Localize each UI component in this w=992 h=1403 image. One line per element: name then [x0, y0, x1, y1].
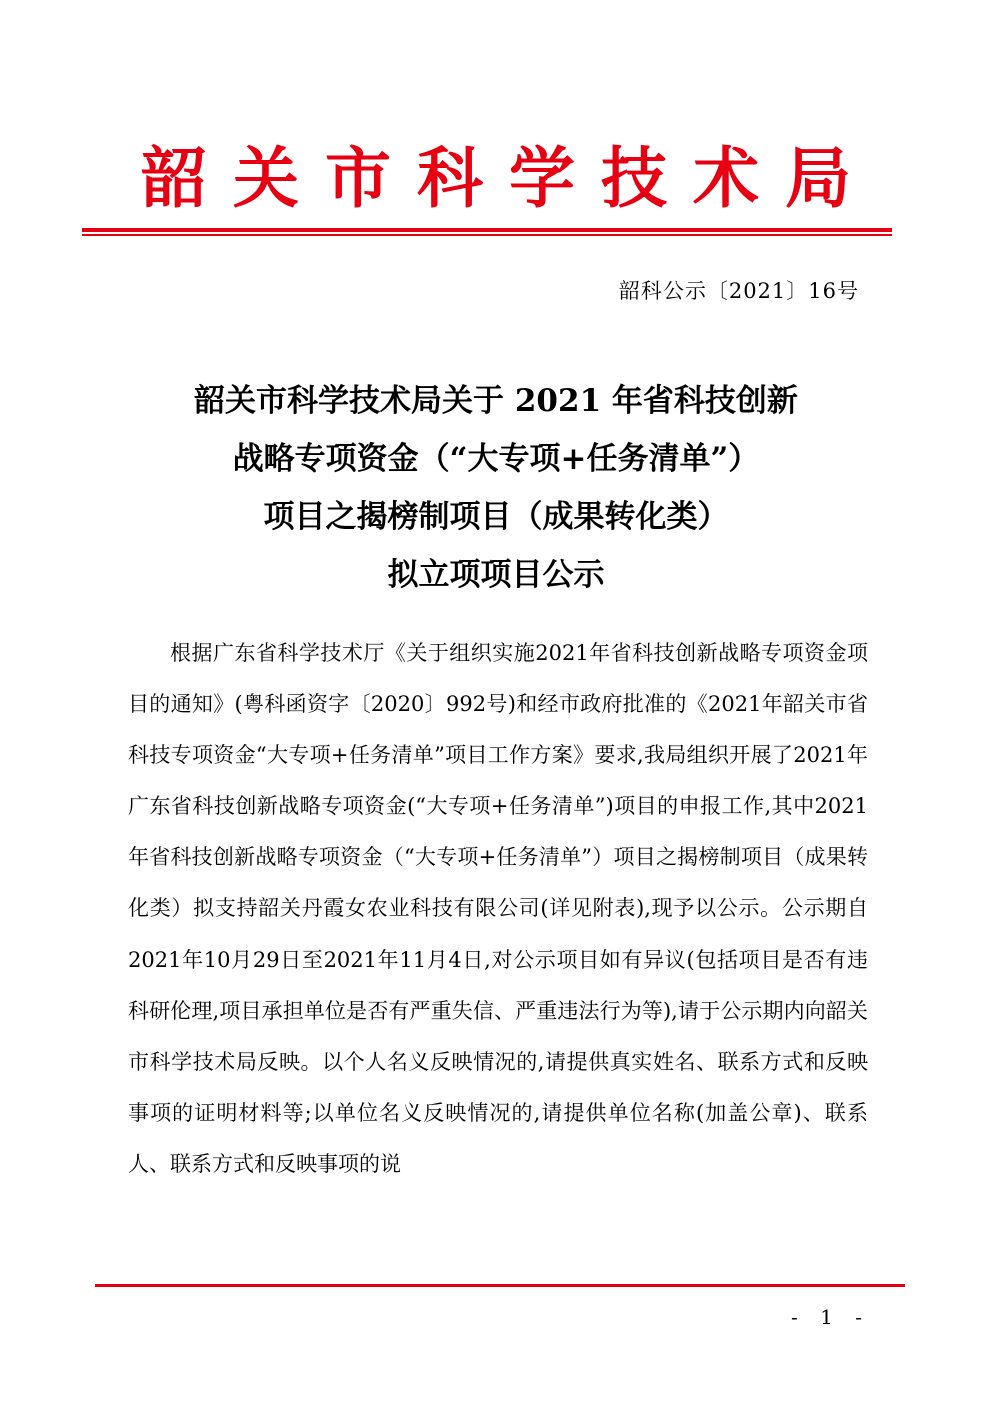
document-number: 韶科公示〔2021〕16号 [618, 279, 859, 303]
agency-letterhead: 韶关市科学技术局 [141, 139, 877, 217]
title-line-1: 韶关市科学技术局关于 2021 年省科技创新 [194, 383, 798, 419]
document-title [100, 372, 892, 604]
letterhead-divider-thick [82, 228, 892, 232]
footer-divider [95, 1284, 905, 1287]
letterhead-divider-thin [82, 234, 892, 236]
title-line-2: 战略专项资金（“大专项+任务清单”） [232, 441, 760, 477]
title-line-3: 项目之揭榜制项目（成果转化类） [263, 499, 729, 535]
body-paragraph: 根据广东省科学技术厅《关于组织实施2021年省科技创新战略专项资金项目的通知》(粤科函资字〔2020〕992号)和经市政府批准的《2021年韶关市省科技专项资金“大专项+任务清单”项目工作方案》要求,我局组织开展了2021年广东省科技创新战略专项资金(“大专项+任务清单”)项目的申报工作,其中2021年省科技创新战略专项资金（“大专项+任务清单”）项目之揭榜制项目（成果转化类）拟支持韶关丹霞女农业科技有限公司(详见附表),现予以公示。公示期自2021年10月29日至2021年11月4日,对公示项目如有异议(包括项目是否有违科研伦理,项目承担单位是否有严重失信、严重违法行为等),请于公示期内向韶关市科学技术局反映。以个人名义反映情况的,请提供真实姓名、联系方式和反映事项的证明材料等;以单位名义反映情况的,请提供单位名称(加盖公章)、联系人、联系方式和反映事项的说 [128, 641, 868, 1176]
page-number: - 1 - [791, 1305, 870, 1329]
title-line-4: 拟立项项目公示 [387, 557, 605, 593]
